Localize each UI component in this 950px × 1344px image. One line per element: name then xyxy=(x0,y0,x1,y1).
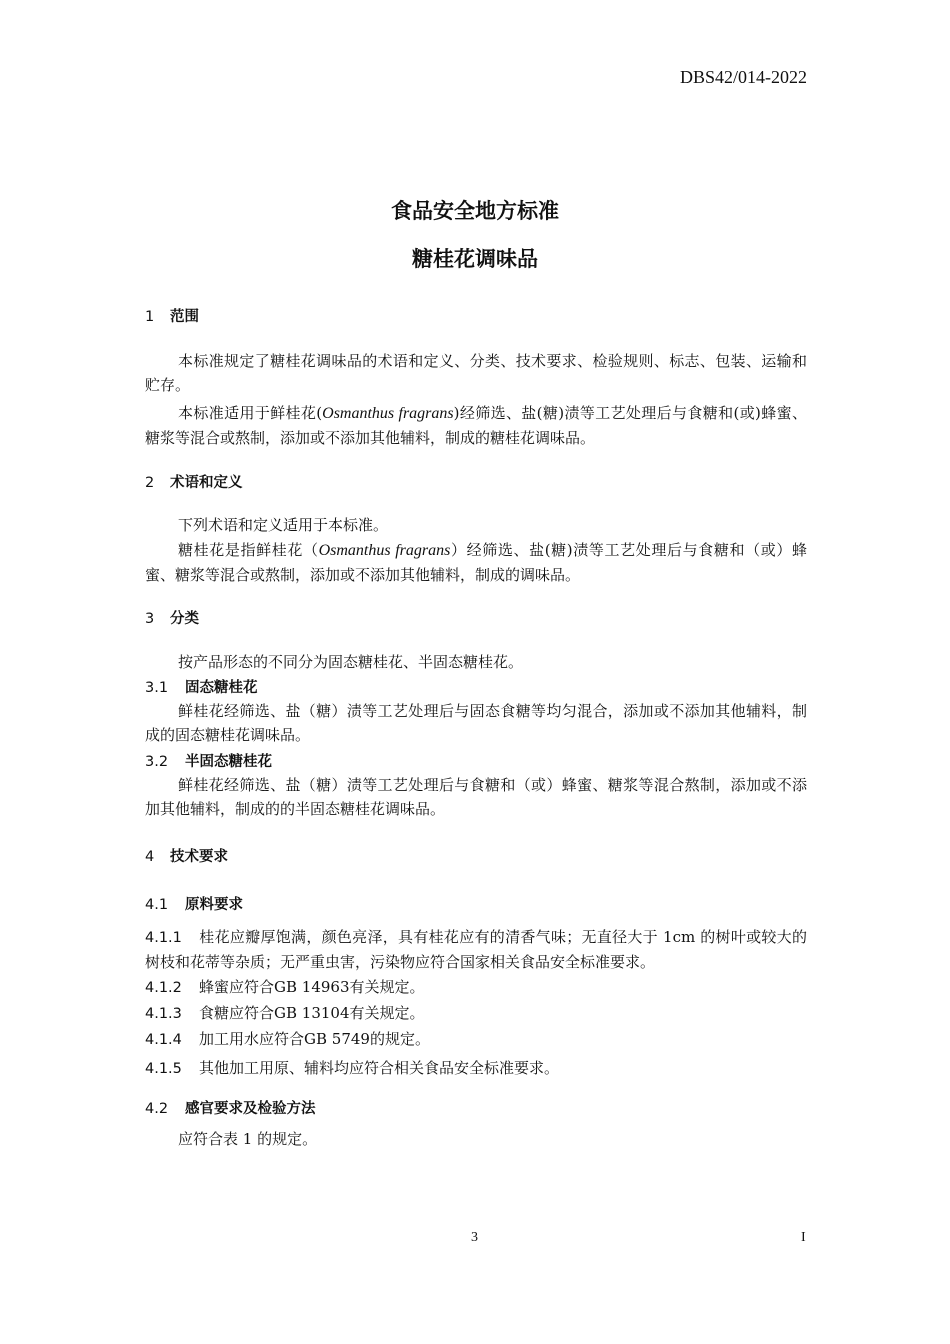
latin-name: Osmanthus fragrans xyxy=(318,542,451,559)
item-text: 蜂蜜应符合GB 14963有关规定。 xyxy=(199,978,425,996)
standard-title: 食品安全地方标准 xyxy=(391,199,559,223)
scope-paragraph-1: 本标准规定了糖桂花调味品的术语和定义、分类、技术要求、检验规则、标志、包装、运输和贮存。 xyxy=(145,352,807,394)
section-title: 感官要求及检验方法 xyxy=(185,1101,316,1117)
section-1-heading xyxy=(145,305,199,326)
section-number: 2 xyxy=(145,475,155,491)
requirement-4-1-4 xyxy=(145,1028,430,1049)
section-3-1-heading xyxy=(145,676,258,697)
requirement-4-1-5 xyxy=(145,1057,559,1078)
item-number: 4.1.3 xyxy=(145,1006,182,1022)
requirement-4-1-3 xyxy=(145,1002,425,1023)
document-number: DBS42/014-2022 xyxy=(679,67,807,87)
item-text: 其他加工用原、辅料均应符合相关食品安全标准要求。 xyxy=(199,1059,560,1077)
section-title: 原料要求 xyxy=(185,897,243,913)
sensory-paragraph: 应符合表 1 的规定。 xyxy=(178,1130,318,1148)
text-run: 糖桂花是指鲜桂花（ xyxy=(178,541,319,559)
section-4-1-heading xyxy=(145,893,243,914)
text-run: )经筛选、盐(糖)渍等工艺处理后与食糖和(或)蜂蜜、糖浆等混合或熬制，添加或不添加其他辅料，制成的糖桂花调味品。 xyxy=(145,404,807,447)
section-title: 技术要求 xyxy=(170,849,228,865)
section-number: 3.2 xyxy=(145,754,169,770)
section-title: 半固态糖桂花 xyxy=(185,754,272,770)
solid-description: 鲜桂花经筛选、盐（糖）渍等工艺处理后与固态食糖等均匀混合，添加或不添加其他辅料，制成的固态糖桂花调味品。 xyxy=(145,702,807,744)
section-title: 范围 xyxy=(170,309,199,325)
section-3-heading xyxy=(145,607,199,628)
section-title: 固态糖桂花 xyxy=(185,680,258,696)
section-title: 术语和定义 xyxy=(170,475,243,491)
requirement-4-1-2 xyxy=(145,976,425,997)
standard-subtitle: 糖桂花调味品 xyxy=(412,247,538,271)
section-title: 分类 xyxy=(170,611,199,627)
item-number: 4.1.2 xyxy=(145,980,182,996)
item-number: 4.1.4 xyxy=(145,1032,182,1048)
scope-paragraph-2 xyxy=(145,401,807,450)
section-2-heading xyxy=(145,471,243,492)
section-4-2-heading xyxy=(145,1097,316,1118)
section-number: 1 xyxy=(145,309,155,325)
semi-solid-description: 鲜桂花经筛选、盐（糖）渍等工艺处理后与食糖和（或）蜂蜜、糖浆等混合熬制，添加或不添加其他辅料，制成的的半固态糖桂花调味品。 xyxy=(145,776,807,818)
item-text: 食糖应符合GB 13104有关规定。 xyxy=(199,1004,425,1022)
text-run: ）经筛选、盐(糖)渍等工艺处理后与食糖和（或）蜂蜜、糖浆等混合或熬制，添加或不添加其他辅料，制成的调味品。 xyxy=(145,541,807,584)
section-number: 4.1 xyxy=(145,897,169,913)
section-number: 3 xyxy=(145,611,155,627)
item-number: 4.1.1 xyxy=(145,930,182,946)
terms-paragraph-1: 下列术语和定义适用于本标准。 xyxy=(178,516,389,534)
section-number: 4.2 xyxy=(145,1101,169,1117)
roman-page-number: I xyxy=(801,1230,806,1245)
item-text: 加工用水应符合GB 5749的规定。 xyxy=(199,1030,430,1048)
requirement-4-1-1 xyxy=(145,925,807,974)
item-text: 桂花应瓣厚饱满，颜色亮泽，具有桂花应有的清香气味；无直径大于 1cm 的树叶或较大的树枝和花蒂等杂质；无严重虫害，污染物应符合国家相关食品安全标准要求。 xyxy=(145,928,807,971)
page-number: 3 xyxy=(471,1230,478,1245)
section-3-2-heading xyxy=(145,750,272,771)
text-run: 本标准适用于鲜桂花( xyxy=(178,404,323,422)
terms-paragraph-2 xyxy=(145,538,807,587)
latin-name: Osmanthus fragrans xyxy=(322,405,454,422)
section-number: 4 xyxy=(145,849,155,865)
item-number: 4.1.5 xyxy=(145,1061,182,1077)
classification-paragraph: 按产品形态的不同分为固态糖桂花、半固态糖桂花。 xyxy=(178,653,524,671)
section-number: 3.1 xyxy=(145,680,169,696)
section-4-heading xyxy=(145,845,228,866)
